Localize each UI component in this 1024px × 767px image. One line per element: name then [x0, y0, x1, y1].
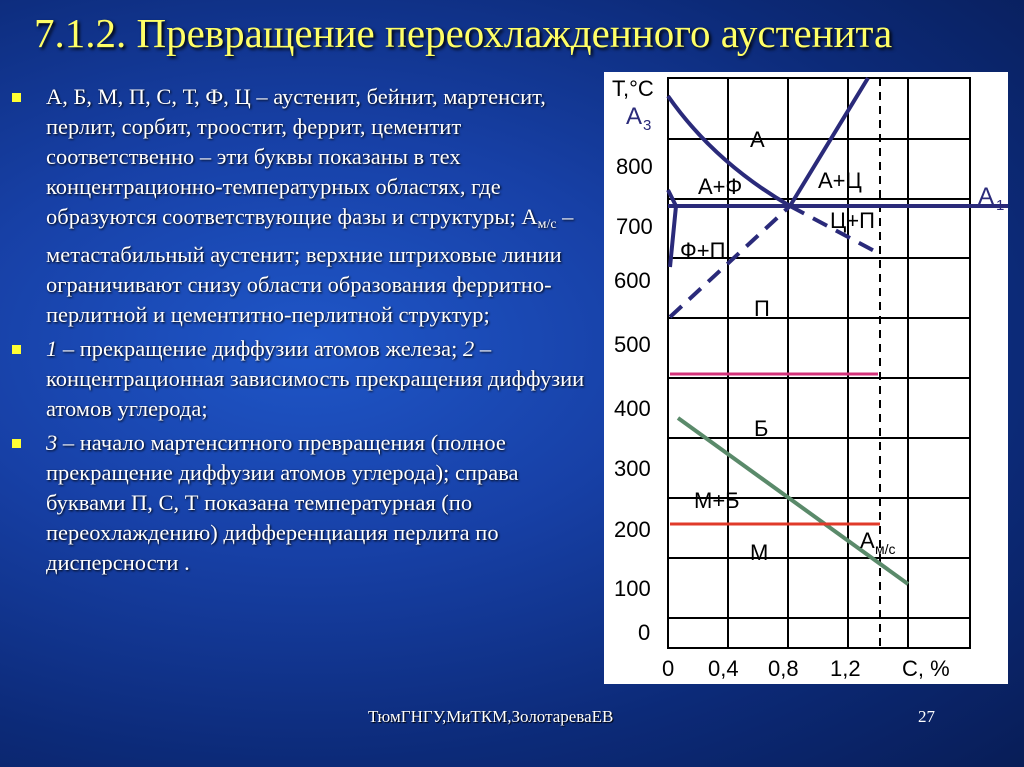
region-cementite-pearlite: Ц+П: [830, 208, 875, 233]
region-martensite: М: [750, 540, 769, 565]
slide-title: 7.1.2. Превращение переохлажденного аустенита: [34, 10, 893, 56]
region-ferrite-pearlite: Ф+П: [680, 238, 726, 263]
bullet-marker: [12, 439, 21, 448]
axis-y-label: T,°C: [612, 76, 654, 101]
label-metastable-austenite-sub: м/с: [875, 541, 896, 557]
line-number-1: 1: [46, 336, 58, 361]
x-tick-label: 0,8: [768, 656, 799, 681]
x-tick-label: 1,2: [830, 656, 861, 681]
label-a3: А: [626, 103, 643, 130]
bullet-text: А, Б, М, П, С, Т, Ф, Ц – аустенит, бейнит, мартенсит, перлит, сорбит, троостит, феррит, цементит соответственно – эти буквы показаны в тех концентрационно-температурных областях, где образуются соответствующие фазы и структуры; А: [46, 84, 546, 229]
label-a3-sub: 3: [643, 117, 652, 134]
y-tick-label: 700: [616, 214, 653, 239]
region-bainite: Б: [754, 416, 769, 441]
region-martensite-bainite: М+Б: [694, 488, 740, 513]
bullet-item-phases: [10, 82, 595, 330]
bullet-text-cont: – метастабильный аустенит; верхние штриховые линии ограничивают снизу области образования ферритно-перлитной и цементитно-перлитной структур;: [46, 204, 574, 327]
bullet-list: [10, 82, 595, 582]
region-austenite: А: [750, 127, 765, 152]
bullet-marker: [12, 93, 21, 102]
region-austenite-ferrite: А+Ф: [698, 174, 743, 199]
x-tick-label: 0: [662, 656, 675, 681]
label-a1: А: [978, 183, 995, 210]
line-number-3: 3: [46, 430, 58, 455]
label-metastable-austenite: А: [860, 528, 875, 553]
ttt-diagram: [604, 72, 1008, 684]
x-tick-label: 0,4: [708, 656, 739, 681]
y-tick-label: 100: [614, 576, 651, 601]
bullet-text: – начало мартенситного превращения (полное прекращение диффузии атомов углерода); справа буквами П, С, Т показана температурная (по переохлаждению) дифференциация перлита по дисперсности .: [46, 430, 519, 575]
line-number-2: 2: [462, 336, 475, 361]
y-tick-label: 500: [614, 332, 651, 357]
region-pearlite: П: [754, 296, 770, 321]
bullet-text-cont: – концентрационная зависимость прекращения диффузии атомов углерода;: [46, 336, 585, 421]
page-number: 27: [918, 707, 935, 726]
bullet-item-diffusion: [10, 334, 595, 424]
y-tick-label: 200: [614, 517, 651, 542]
y-tick-label: 400: [614, 396, 651, 421]
footer-author: ТюмГНГУ,МиТКМ,ЗолотареваЕВ: [368, 707, 614, 726]
bullet-subscript: м/с: [537, 217, 557, 232]
y-tick-label: 800: [616, 154, 653, 179]
bullet-marker: [12, 345, 21, 354]
bullet-item-martensite: [10, 428, 595, 578]
axis-x-label: C, %: [902, 656, 950, 681]
bullet-text: – прекращение диффузии атомов железа;: [57, 336, 463, 361]
y-tick-label: 300: [614, 456, 651, 481]
y-tick-label: 600: [614, 268, 651, 293]
region-austenite-cementite: А+Ц: [818, 168, 862, 193]
label-a1-sub: 1: [996, 197, 1005, 214]
y-tick-label: 0: [638, 620, 651, 645]
